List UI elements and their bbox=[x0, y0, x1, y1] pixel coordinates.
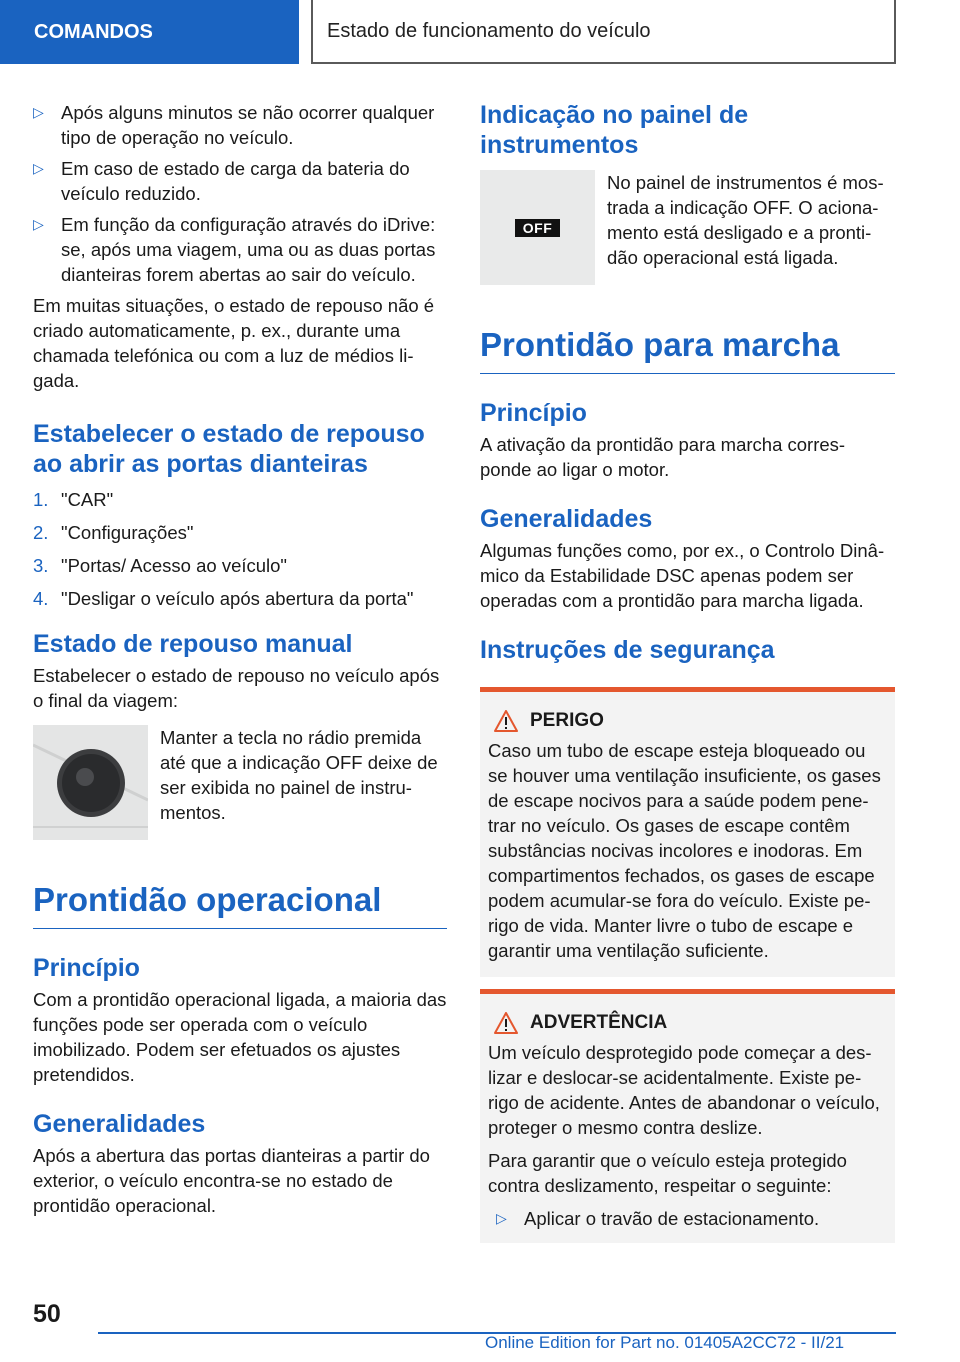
danger-text: Caso um tubo de escape esteja bloqueado ou se houver uma ventilação insuficiente, os gases de escape nocivos para a saúde podem pene-trar no veículo. Os gases de escape contêm substâncias nocivas incolores e inodoras. Em compartimentos fechados, os gases de escape podem acumular-se fora do veículo. Existe pe-rigo de vida. Manter livre o tubo de escape e garantir uma ventilação suficiente. bbox=[488, 740, 881, 961]
warning-text: Para garantir que o veículo esteja protegido contra deslizamento, respeitar o seguinte: bbox=[488, 1150, 847, 1196]
manual-figure-row bbox=[33, 725, 447, 840]
warning-text: Um veículo desprotegido pode começar a des-lizar e deslocar-se acidentalmente. Existe pe-rigo de acidente. Antes de abandonar o veículo, proteger o mesmo contra deslize. bbox=[488, 1042, 880, 1138]
heading-general: Generalidades bbox=[33, 1110, 206, 1138]
heading-set-sleep: Estabelecer o estado de repouso ao abrir as portas dianteiras bbox=[33, 420, 425, 478]
danger-box bbox=[480, 687, 895, 977]
list-item: ▷ Em caso de estado de carga da bateria do veículo reduzido. bbox=[33, 158, 410, 204]
step-item: 1. "CAR" bbox=[33, 489, 114, 510]
warning-list bbox=[488, 1206, 887, 1231]
chapter-title bbox=[311, 0, 896, 64]
edition-text: Online Edition for Part no. 01405A2CC72 - II/21 bbox=[485, 1333, 845, 1352]
warning-triangle-icon bbox=[494, 710, 518, 732]
radio-knob-icon bbox=[33, 725, 148, 840]
step-item: 2. "Configurações" bbox=[33, 522, 194, 543]
warning-header bbox=[488, 1012, 887, 1034]
bullet-triangle-icon: ▷ bbox=[33, 216, 44, 232]
left-column bbox=[33, 100, 447, 1226]
list-item: ▷ Aplicar o travão de estacionamento. bbox=[496, 1208, 820, 1229]
steps-list bbox=[33, 487, 447, 611]
manual-figure-text: Manter a tecla no rádio premida até que a indicação OFF deixe de ser exibida no painel de instru-mentos. bbox=[160, 727, 438, 823]
heading-manual-sleep: Estado de repouso manual bbox=[33, 630, 353, 658]
warning-box bbox=[480, 989, 895, 1243]
page-number: 50 bbox=[33, 1300, 61, 1328]
paragraph: Em muitas situações, o estado de repouso não é criado automaticamente, p. ex., durante uma chamada telefónica ou com a luz de médios li-gada. bbox=[33, 295, 435, 391]
danger-label: PERIGO bbox=[530, 710, 604, 731]
off-indicator: OFF bbox=[515, 219, 561, 237]
bullet-triangle-icon: ▷ bbox=[33, 104, 44, 120]
heading-general: Generalidades bbox=[480, 505, 653, 533]
paragraph: A ativação da prontidão para marcha corres-ponde ao ligar o motor. bbox=[480, 434, 846, 480]
step-item: 3. "Portas/ Acesso ao veículo" bbox=[33, 555, 288, 576]
heading-principle: Princípio bbox=[480, 399, 587, 427]
instrument-off-image bbox=[480, 170, 595, 285]
paragraph: Após a abertura das portas dianteiras a partir do exterior, o veículo encontra-se no estado de prontidão operacional. bbox=[33, 1145, 430, 1216]
list-item: ▷ Após alguns minutos se não ocorrer qualquer tipo de operação no veículo. bbox=[33, 102, 435, 148]
heading-drive-readiness: Prontidão para marcha bbox=[480, 325, 895, 374]
bullet-triangle-icon: ▷ bbox=[496, 1210, 507, 1226]
indication-text: No painel de instrumentos é mos-trada a indicação OFF. O aciona-mento está desligado e a pronti-dão operacional está ligada. bbox=[607, 172, 884, 268]
sleep-conditions-list bbox=[33, 100, 447, 287]
step-item: 4. "Desligar o veículo após abertura da porta" bbox=[33, 588, 414, 609]
indication-figure-row bbox=[480, 170, 895, 285]
chapter-title-text: Estado de funcionamento do veículo bbox=[327, 19, 651, 42]
paragraph: Com a prontidão operacional ligada, a maioria das funções pode ser operada com o veículo imobilizado. Podem ser efetuados os ajustes pretendidos. bbox=[33, 989, 447, 1085]
right-column bbox=[480, 100, 895, 1243]
bullet-triangle-icon: ▷ bbox=[33, 160, 44, 176]
paragraph: Algumas funções como, por ex., o Controlo Dinâ-mico da Estabilidade DSC apenas podem ser operadas com a prontidão para marcha ligada. bbox=[480, 540, 885, 611]
warning-triangle-icon bbox=[494, 1012, 518, 1034]
list-item: ▷ Em função da configuração através do iDrive: se, após uma viagem, uma ou as duas portas dianteiras forem abertas ao sair do veículo. bbox=[33, 214, 436, 285]
radio-button-image bbox=[33, 725, 148, 840]
section-tab: COMANDOS bbox=[0, 0, 299, 64]
heading-instrument-indication: Indicação no painel de instrumentos bbox=[480, 101, 749, 159]
heading-safety-instructions: Instruções de segurança bbox=[480, 636, 775, 664]
heading-principle: Princípio bbox=[33, 954, 140, 982]
heading-operational-readiness: Prontidão operacional bbox=[33, 880, 447, 929]
danger-header bbox=[488, 710, 887, 732]
paragraph: Estabelecer o estado de repouso no veículo após o final da viagem: bbox=[33, 665, 440, 711]
warning-label: ADVERTÊNCIA bbox=[530, 1012, 668, 1033]
